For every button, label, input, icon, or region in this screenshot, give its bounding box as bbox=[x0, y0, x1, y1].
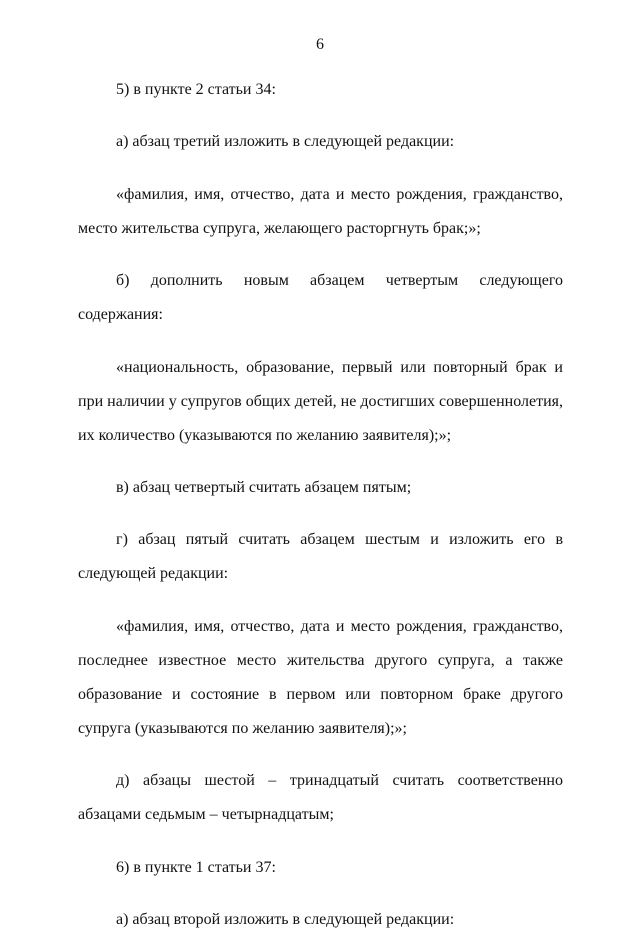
paragraph-subitem-v-fifth-abzac: в) абзац четвертый считать абзацем пятым; bbox=[116, 478, 412, 496]
paragraph-subitem-d-renumber: д) абзацы шестой – тринадцатый считать соответственно абзацами седьмым – четырнадцатым; bbox=[78, 772, 563, 824]
paragraph-item-5-article-34: 5) в пункте 2 статьи 34: bbox=[116, 81, 276, 98]
paragraph-subitem-g-sixth-abzac: г) абзац пятый считать абзацем шестым и изложить его в следующей редакции: bbox=[78, 531, 563, 583]
paragraph-item-6-article-37: 6) в пункте 1 статьи 37: bbox=[116, 858, 276, 876]
document-body bbox=[78, 73, 563, 937]
paragraph-subitem-a-second-abzac: а) абзац второй изложить в следующей редакции: bbox=[116, 910, 455, 928]
paragraph-subitem-a-third-abzac: а) абзац третий изложить в следующей редакции: bbox=[116, 133, 455, 151]
paragraph-quote-other-spouse: «фамилия, имя, отчество, дата и место рождения, гражданство, последнее известное место жительства другого супруга, а также образование и состояние в первом или повторном браке другого супруга (указываются по желанию заявителя);»; bbox=[78, 617, 563, 737]
paragraph-quote-nationality: «национальность, образование, первый или повторный брак и при наличии у супругов общих детей, не достигших совершеннолетия, их количество (указываются по желанию заявителя);»; bbox=[78, 358, 563, 444]
paragraph-subitem-b-fourth-abzac: б) дополнить новым абзацем четвертым следующего содержания: bbox=[78, 272, 563, 324]
paragraph-quote-spouse-data: «фамилия, имя, отчество, дата и место рождения, гражданство, место жительства супруга, желающего расторгнуть брак;»; bbox=[78, 185, 563, 237]
page-number: 6 bbox=[316, 36, 324, 53]
